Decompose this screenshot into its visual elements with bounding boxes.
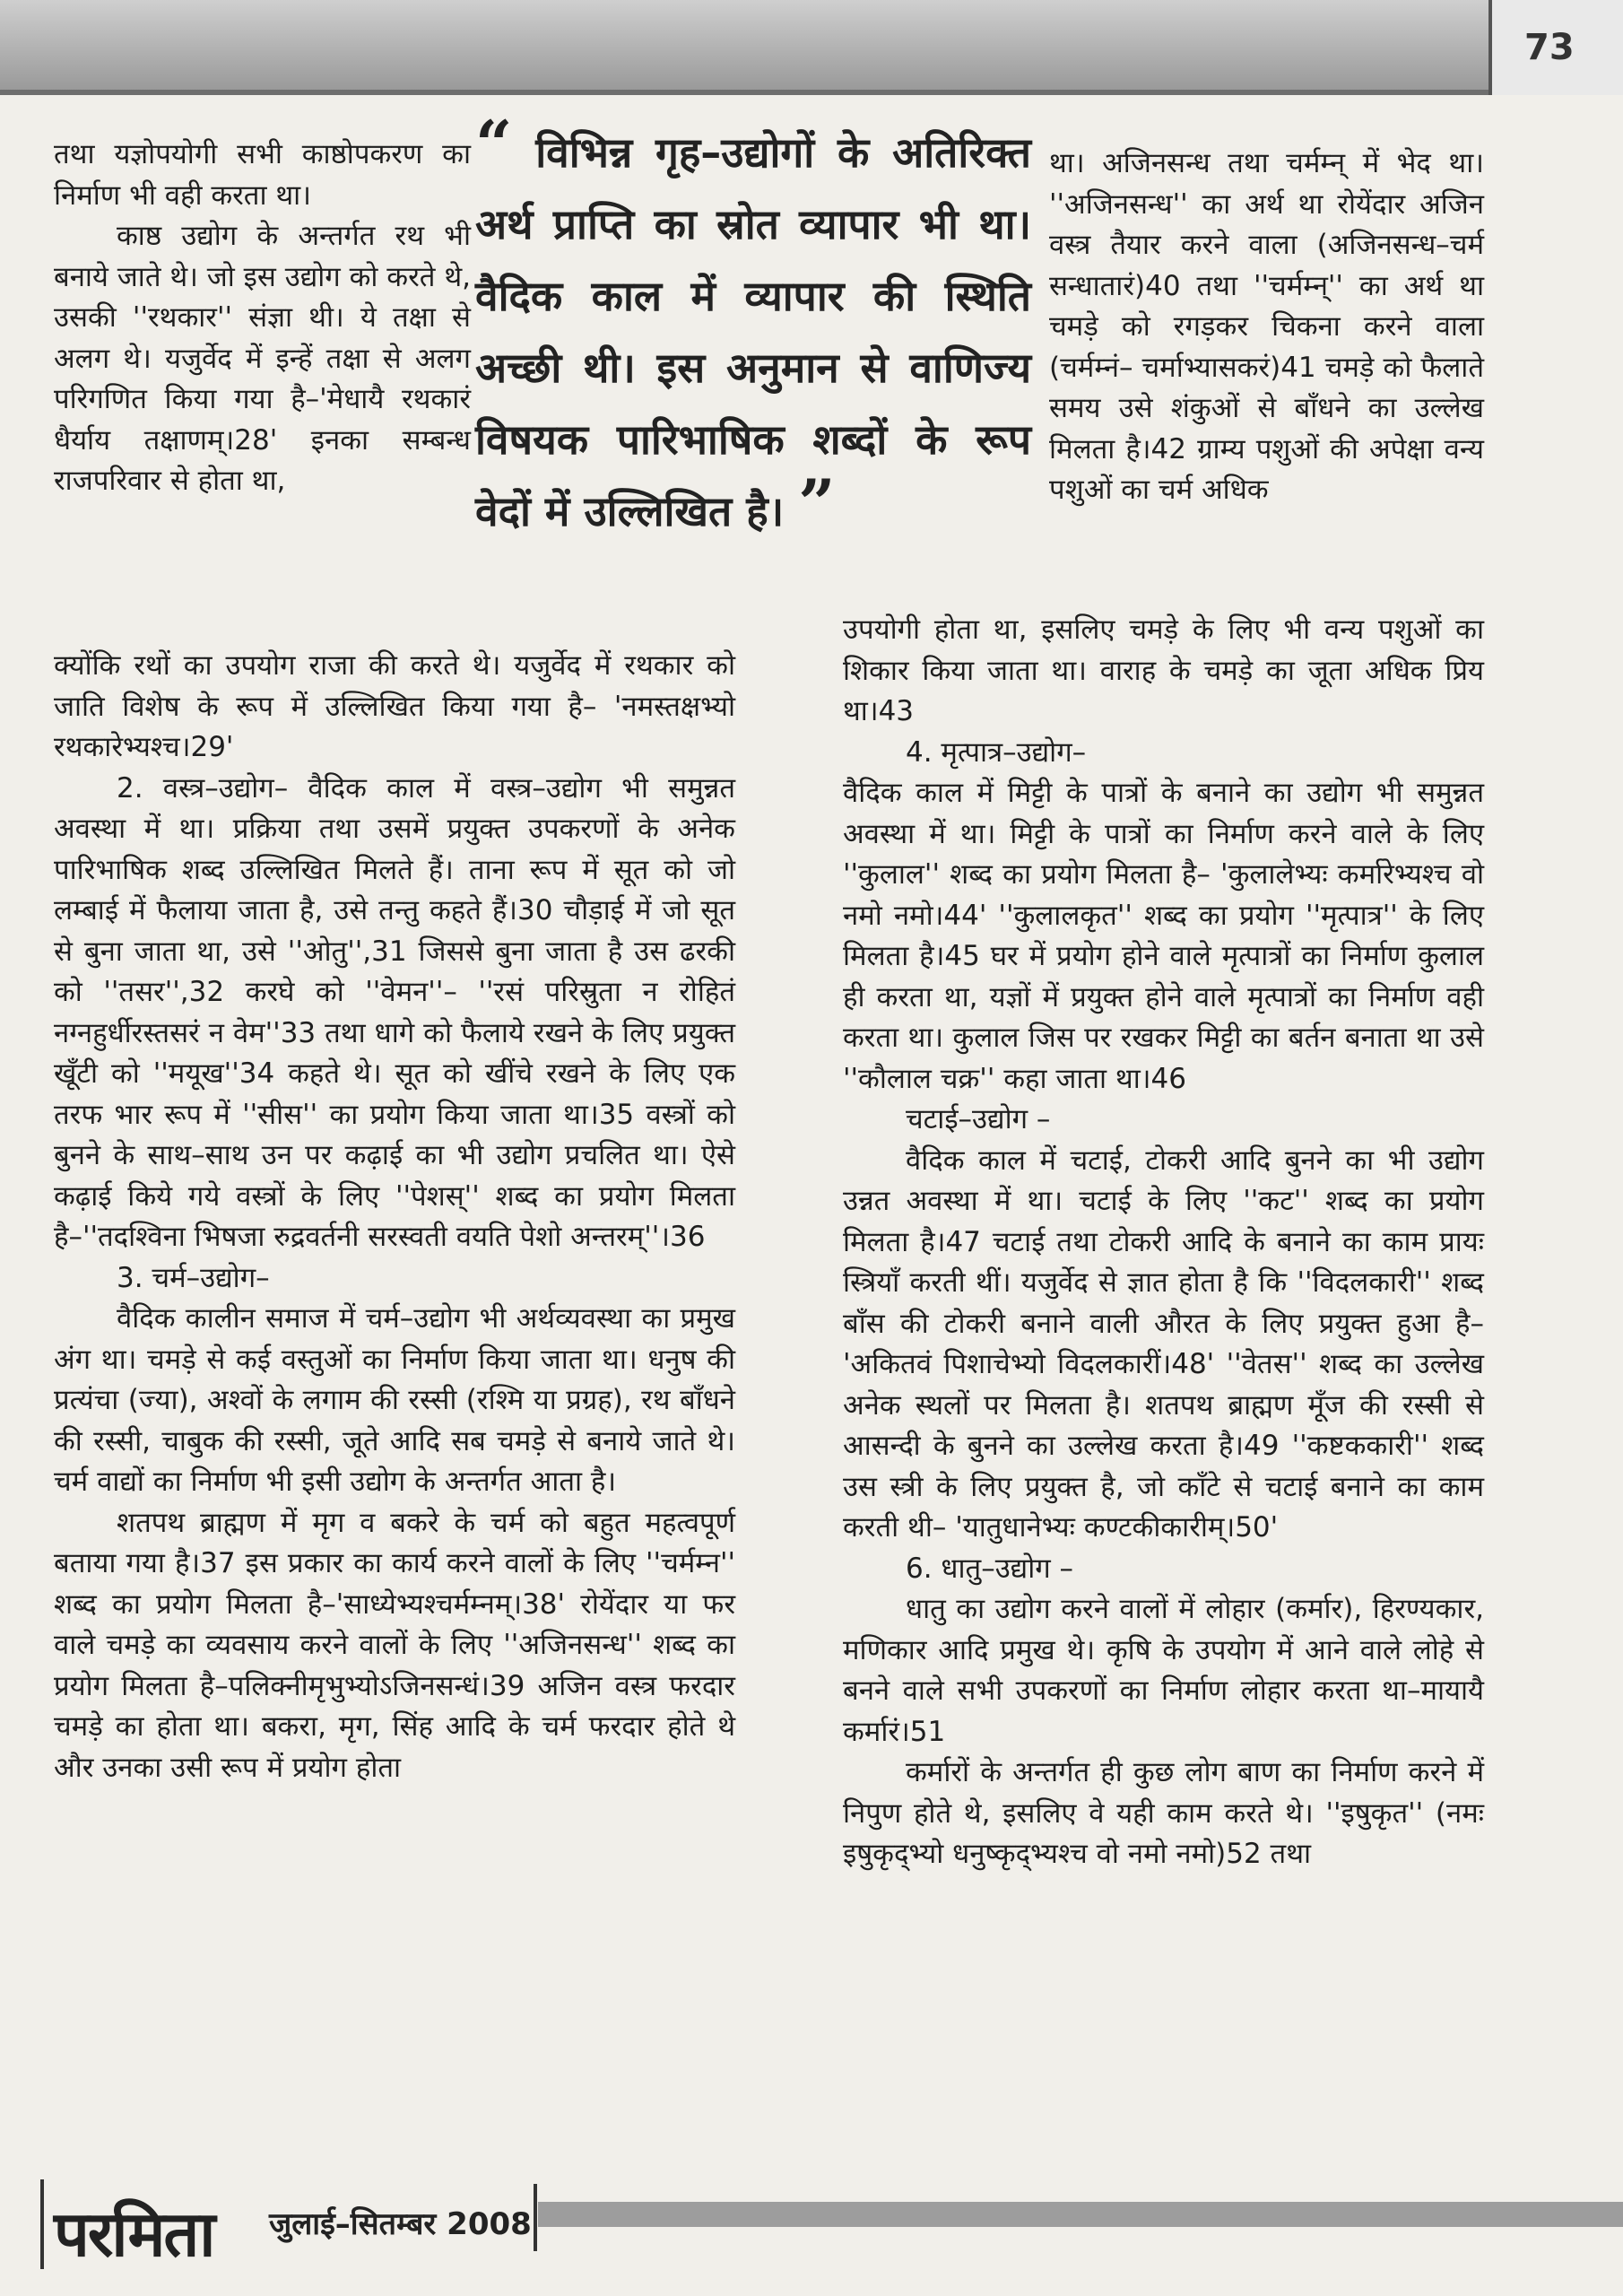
paragraph: था। अजिनसन्ध तथा चर्मम्न् में भेद था। ''अजिनसन्ध'' का अर्थ था रोयेंदार अजिन वस्त्र तैयार करने वाला (अजिनसन्ध–चर्म सन्धातारं)40 तथा ''चर्मम्न्'' का अर्थ था चमड़े को रगड़कर चिकना करने वाला (चर्मम्नं– चर्माभ्यासकरं)41 चमड़े को फैलाते समय उसे शंकुओं से बाँधने का उल्लेख मिलता है।42 ग्राम्य पशुओं की अपेक्षा वन्य पशुओं का चर्म अधिक [1049,147,1484,506]
header-rule [0,90,1488,95]
header-band [0,0,1488,90]
paragraph: तथा यज्ञोपयोगी सभी काष्ठोपकरण का निर्माण भी वही करता था। [54,138,471,212]
paragraph: वैदिक काल में चटाई, टोकरी आदि बुनने का भी उद्योग उन्नत अवस्था में था। चटाई के लिए ''कट'' शब्द का प्रयोग मिलता है।47 चटाई तथा टोकरी आदि के बनाने का काम प्रायः स्त्रियाँ करती थीं। यजुर्वेद से ज्ञात होता है कि ''विदलकारी'' शब्द बाँस की टोकरी बनाने वाली औरत के लिए प्रयुक्त हुआ है– 'अकितवं पिशाचेभ्यो विदलकारीं।48' ''वेतस'' शब्द का उल्लेख अनेक स्थलों पर मिलता है। शतपथ ब्राह्मण मूँज की रस्सी से आसन्दी के बुनने का उल्लेख करता है।49 ''कष्टककारी'' शब्द उस स्त्री के लिए प्रयुक्त है, जो काँटे से चटाई बनाने का काम करती थी– 'यातुधानेभ्यः कण्टकीकारीम्।50' [843,1144,1484,1544]
right-column [843,610,1484,1875]
right-column-top [1049,144,1484,511]
section-paragraph-textile: 2. वस्त्र–उद्योग– वैदिक काल में वस्त्र–उद्योग भी समुन्नत अवस्था में था। प्रक्रिया तथा उसमें प्रयुक्त उपकरणों के अनेक पारिभाषिक शब्द उल्लिखित मिलते हैं। ताना रूप में सूत को जो लम्बाई में फैलाया जाता है, उसे तन्तु कहते हैं।30 चौड़ाई में जो सूत से बुना जाता था, उसे ''ओतु'',31 जिससे बुना जाता है उस ढरकी को ''तसर'',32 करघे को ''वेमन''– ''रसं परिस्रुता न रोहितं नग्नहुर्धीरस्तसरं न वेम''33 तथा धागे को फैलाये रखने के लिए प्रयुक्त खूँटी को ''मयूख''34 कहते थे। सूत को खींचे रखने के लिए एक तरफ भार रूप में ''सीस'' का प्रयोग किया जाता था।35 वस्त्रों को बुनने के साथ–साथ उन पर कढ़ाई का भी उद्योग प्रचलित था। ऐसे कढ़ाई किये गये वस्त्रों के लिए ''पेशस्'' शब्द का प्रयोग मिलता है–''तदश्विना भिषजा रुद्रवर्तनी सरस्वती वयति पेशो अन्तरम्''।36 [54,771,735,1253]
paragraph: वैदिक कालीन समाज में चर्म–उद्योग भी अर्थव्यवस्था का प्रमुख अंग था। चमड़े से कई वस्तुओं का निर्माण किया जाता था। धनुष की प्रत्यंचा (ज्या), अश्वों के लगाम की रस्सी (रश्मि या प्रग्रह), रथ बाँधने की रस्सी, चाबुक की रस्सी, जूते आदि सब चमड़े से बनाये जाते थे। चर्म वाद्यों का निर्माण भी इसी उद्योग के अन्तर्गत आता है। [54,1302,735,1498]
left-column [54,646,735,1788]
footer-separator [534,2184,537,2251]
footer-band [538,2202,1623,2227]
section-heading-metal: 6. धातु–उद्योग – [906,1552,1074,1585]
paragraph: धातु का उद्योग करने वालों में लोहार (कर्मार), हिरण्यकार, मणिकार आदि प्रमुख थे। कृषि के उपयोग में आने वाले लोहे से बनने वाले सभी उपकरणों का निर्माण लोहार करता था–मायायै कर्मारं।51 [843,1593,1484,1748]
quote-open-mark: “ [475,106,513,182]
page-number: 73 [1524,27,1575,68]
paragraph: क्योंकि रथों का उपयोग राजा की करते थे। यजुर्वेद में रथकार को जाति विशेष के रूप में उल्लिखित किया गया है– 'नमस्तक्षभ्यो रथकारेभ्यश्च।29' [54,649,735,763]
pull-quote [475,106,1031,547]
quote-close-mark: ” [798,465,836,541]
left-column-top [54,135,471,502]
section-heading-leather: 3. चर्म–उद्योग– [117,1261,270,1294]
paragraph: शतपथ ब्राह्मण में मृग व बकरे के चर्म को बहुत महत्वपूर्ण बताया गया है।37 इस प्रकार का कार्य करने वालों के लिए ''चर्मम्न'' शब्द का प्रयोग मिलता है–'साध्येभ्यश्चर्मम्नम्।38' रोयेंदार या फर वाले चमड़े का व्यवसाय करने वालों के लिए ''अजिनसन्ध'' शब्द का प्रयोग मिलता है–पलिक्नीमृभुभ्योऽजिनसन्धं।39 अजिन वस्त्र फरदार चमड़े का होता था। बकरा, मृग, सिंह आदि के चर्म फरदार होते थे और उनका उसी रूप में प्रयोग होता [54,1506,735,1784]
pull-quote-text: विभिन्न गृह–उद्योगों के अतिरिक्त अर्थ प्राप्ति का स्रोत व्यापार भी था। वैदिक काल में व्यापार की स्थिति अच्छी थी। इस अनुमान से वाणिज्य विषयक पारिभाषिक शब्दों के रूप वेदों में उल्लिखित है। [475,128,1031,535]
section-heading-mat: चटाई–उद्योग – [906,1103,1051,1135]
journal-logo: परमिता [54,2197,214,2271]
paragraph: उपयोगी होता था, इसलिए चमड़े के लिए भी वन्य पशुओं का शिकार किया जाता था। वाराह के चमड़े का जूता अधिक प्रिय था।43 [843,613,1484,727]
paragraph: वैदिक काल में मिट्टी के पात्रों के बनाने का उद्योग भी समुन्नत अवस्था में था। मिट्टी के पात्रों का निर्माण करने वाले के लिए ''कुलाल'' शब्द का प्रयोग मिलता है– 'कुलालेभ्यः कर्मारेभ्यश्च वो नमो नमो।44' ''कुलालकृत'' शब्द का प्रयोग ''मृत्पात्र'' के लिए मिलता है।45 घर में प्रयोग होने वाले मृत्पात्रों का निर्माण कुलाल ही करता था, यज्ञों में प्रयुक्त होने वाले मृत्पात्रों का निर्माण वही करता था। कुलाल जिस पर रखकर मिट्टी का बर्तन बनाता था उसे ''कौलाल चक्र'' कहा जाता था।46 [843,777,1484,1095]
footer-logo-rule [40,2179,44,2269]
paragraph: कर्मारों के अन्तर्गत ही कुछ लोग बाण का निर्माण करने में निपुण होते थे, इसलिए वे यही काम करते थे। ''इषुकृत'' (नमः इषुकृद्भ्यो धनुष्कृद्भ्यश्च वो नमो नमो)52 तथा [843,1756,1484,1870]
section-heading-pottery: 4. मृत्पात्र–उद्योग– [906,735,1087,769]
issue-date: जुलाई–सितम्बर 2008 [269,2206,532,2242]
paragraph: काष्ठ उद्योग के अन्तर्गत रथ भी बनाये जाते थे। जो इस उद्योग को करते थे, उसकी ''रथकार'' संज्ञा थी। ये तक्षा से अलग थे। यजुर्वेद में इन्हें तक्षा से अलग परिगणित किया गया है–'मेधायै रथकारं धैर्याय तक्षाणम्।28' इनका सम्बन्ध राजपरिवार से होता था, [54,220,471,497]
